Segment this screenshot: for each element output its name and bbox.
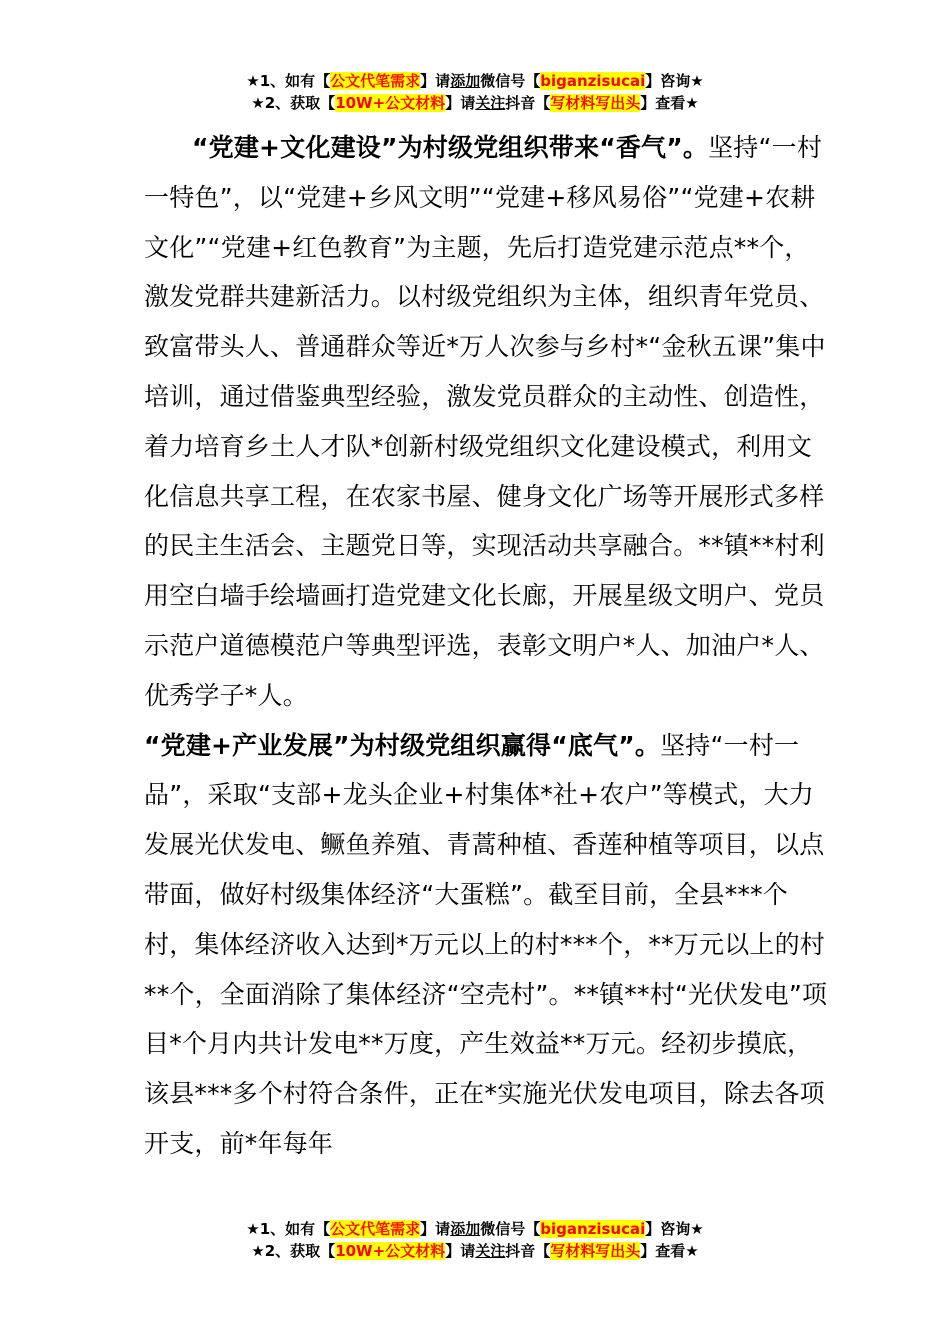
- banner-highlight: biganzisucai: [540, 1220, 646, 1238]
- paragraph-lead: “党建+文化建设”为村级党组织带来“香气”。: [192, 133, 709, 162]
- banner-line-2: [0, 92, 950, 114]
- paragraph: [144, 721, 834, 1169]
- banner-text: 】查看★: [640, 1242, 699, 1260]
- paragraph-text: 坚持“一村一品”，采取“支部+龙头企业+村集体*社+农户”等模式，大力发展光伏发电、鳜鱼养殖、青蒿种植、香莲种植等项目，以点带面，做好村级集体经济“大蛋糕”。截至目前，全县***个村，集体经济收入达到*万元以上的村***个，**万元以上的村**个，全面消除了集体经济“空壳村”。**镇**村“光伏发电”项目*个月内共计发电**万度，产生效益**万元。经初步摸底，该县***多个村符合条件，正在*实施光伏发电项目，除去各项开支，前*年每年: [144, 730, 828, 1158]
- banner-underline: 添加: [450, 1220, 481, 1238]
- banner-highlight: 写材料写出头: [550, 1242, 641, 1260]
- banner-text: 微信号【: [480, 1220, 541, 1238]
- banner-text: 】请: [445, 94, 476, 112]
- banner-text: ★2、获取【: [251, 94, 336, 112]
- banner-text: 】查看★: [640, 94, 699, 112]
- banner-highlight: 10W+公文材料: [335, 94, 446, 112]
- banner-text: 微信号【: [480, 72, 541, 90]
- banner-text: ★1、如有【: [246, 72, 331, 90]
- banner-line-1: [0, 70, 950, 92]
- banner-underline: 关注: [475, 94, 506, 112]
- banner-text: ★2、获取【: [251, 1242, 336, 1260]
- banner-text: 抖音【: [505, 1242, 551, 1260]
- paragraph: [144, 123, 834, 721]
- banner-line-2: [0, 1240, 950, 1262]
- footer-banner: [0, 1218, 950, 1262]
- banner-text: ★1、如有【: [246, 1220, 331, 1238]
- header-banner: [0, 70, 950, 114]
- banner-text: 抖音【: [505, 94, 551, 112]
- document-body: [144, 123, 834, 1169]
- banner-highlight: 公文代笔需求: [330, 72, 421, 90]
- banner-highlight: 写材料写出头: [550, 94, 641, 112]
- banner-highlight: 10W+公文材料: [335, 1242, 446, 1260]
- banner-highlight: biganzisucai: [540, 72, 646, 90]
- banner-text: 】咨询★: [645, 72, 704, 90]
- paragraph-lead: “党建+产业发展”为村级党组织赢得“底气”。: [144, 730, 661, 760]
- banner-line-1: [0, 1218, 950, 1240]
- banner-text: 】咨询★: [645, 1220, 704, 1238]
- banner-highlight: 公文代笔需求: [330, 1220, 421, 1238]
- banner-text: 】请: [420, 1220, 451, 1238]
- banner-text: 】请: [420, 72, 451, 90]
- banner-text: 】请: [445, 1242, 476, 1260]
- banner-underline: 添加: [450, 72, 481, 90]
- paragraph-text: 坚持“一村一特色”，以“党建+乡风文明”“党建+移风易俗”“党建+农耕文化”“党建+红色教育”为主题，先后打造党建示范点**个，激发党群共建新活力。以村级党组织为主体，组织青年党员、致富带头人、普通群众等近*万人次参与乡村*“金秋五课”集中培训，通过借鉴典型经验，激发党员群众的主动性、创造性，着力培育乡土人才队*创新村级党组织文化建设模式，利用文化信息共享工程，在农家书屋、健身文化广场等开展形式多样的民主生活会、主题党日等，实现活动共享融合。**镇**村利用空白墙手绘墙画打造党建文化长廊，开展星级文明户、党员示范户道德模范户等典型评选，表彰文明户*人、加油户*人、优秀学子*人。: [144, 133, 826, 710]
- banner-underline: 关注: [475, 1242, 506, 1260]
